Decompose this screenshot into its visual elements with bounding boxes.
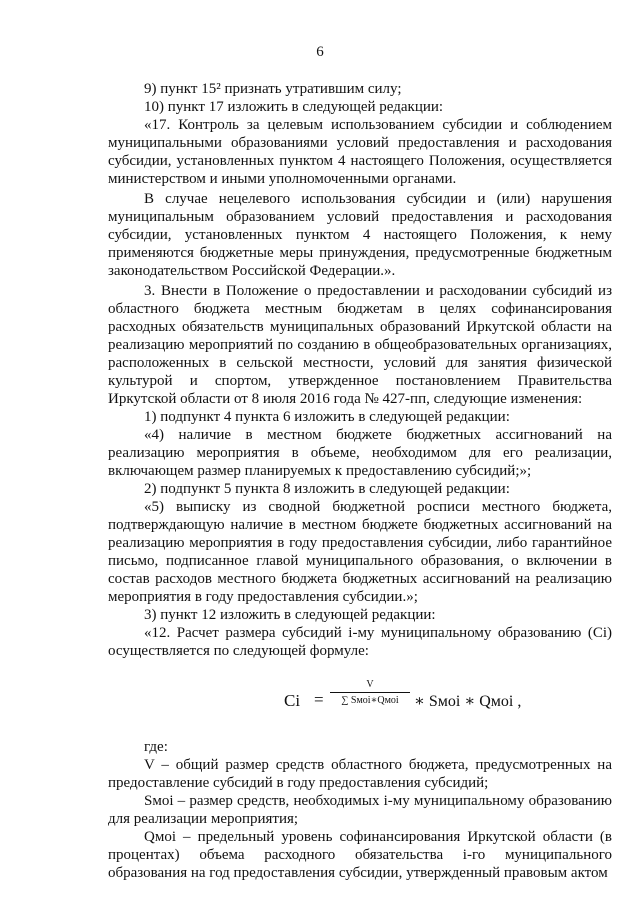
paragraph: 2) подпункт 5 пункта 8 изложить в следующей редакции: — [144, 481, 510, 497]
formula-fraction — [330, 678, 410, 707]
formula-lhs: Ci — [284, 691, 301, 710]
paragraph: «5) выписку из сводной бюджетной росписи местного бюджета, подтверждающую наличие в местном бюджете бюджетных ассигнований на реализацию мероприятия в году предоставления субсидии, либо гарантийное письмо, подписанное главой муниципального образования, о включении в состав расходов местного бюджета бюджетных ассигнований на реализацию мероприятия в году предоставления субсидии.»; — [108, 499, 612, 605]
paragraph: Qмоi – предельный уровень софинансирования Иркутской области (в процентах) объема расходного обязательства i-го муниципального образования на год предоставления субсидии, утвержденный правовым актом — [108, 829, 612, 881]
paragraph: «17. Контроль за целевым использованием субсидии и соблюдением муниципальными образованиями условий предоставления и расходования субсидии, установленных пунктом 4 настоящего Положения, осуществляется министерством и иными уполномоченными органами. — [108, 117, 612, 187]
paragraph: В случае нецелевого использования субсидии и (или) нарушения муниципальным образованием условий предоставления и расходования субсидии, установленных пунктом 4 настоящего Положения, к нему применяются бюджетные меры принуждения, предусмотренные бюджетным законодательством Российской Федерации.». — [108, 191, 612, 279]
formula-rhs: ∗ Sмоi ∗ Qмоi , — [414, 693, 522, 710]
formula-numerator: V — [366, 679, 374, 690]
page-number: 6 — [316, 44, 324, 60]
formula — [108, 664, 612, 732]
paragraph: где: — [144, 739, 168, 755]
paragraph: «12. Расчет размера субсидий i-му муниципальному образованию (Ci) осуществляется по следующей формуле: — [108, 625, 612, 659]
paragraph: V – общий размер средств областного бюджета, предусмотренных на предоставление субсидий в году предоставления субсидий; — [108, 757, 612, 791]
formula-equals: = — [314, 690, 324, 709]
paragraph: 3. Внести в Положение о предоставлении и расходовании субсидий из областного бюджета местным бюджетам в целях софинансирования расходных обязательств муниципальных образований Иркутской области на реализацию мероприятий по созданию в общеобразовательных организациях, расположенных в сельской местности, условий для занятия физической культурой и спортом, утвержденное постановлением Правительства Иркутской области от 8 июля 2016 года № 427-пп, следующие изменения: — [108, 283, 612, 407]
paragraph: 1) подпункт 4 пункта 6 изложить в следующей редакции: — [144, 409, 510, 425]
paragraph: 3) пункт 12 изложить в следующей редакции: — [144, 607, 436, 623]
paragraph: «4) наличие в местном бюджете бюджетных ассигнований на реализацию мероприятия в объеме, необходимом для его реализации, включающем размер планируемых к предоставлению субсидий;»; — [108, 427, 612, 479]
paragraph: Sмоi – размер средств, необходимых i-му муниципальному образованию для реализации мероприятия; — [108, 793, 612, 827]
paragraph: 9) пункт 15² признать утратившим силу; — [144, 81, 402, 97]
fraction-bar — [330, 692, 410, 693]
paragraph: 10) пункт 17 изложить в следующей редакции: — [144, 99, 444, 115]
document-body — [108, 80, 612, 882]
formula-denominator: ∑ Sмоi∗Qмоi — [341, 695, 399, 706]
